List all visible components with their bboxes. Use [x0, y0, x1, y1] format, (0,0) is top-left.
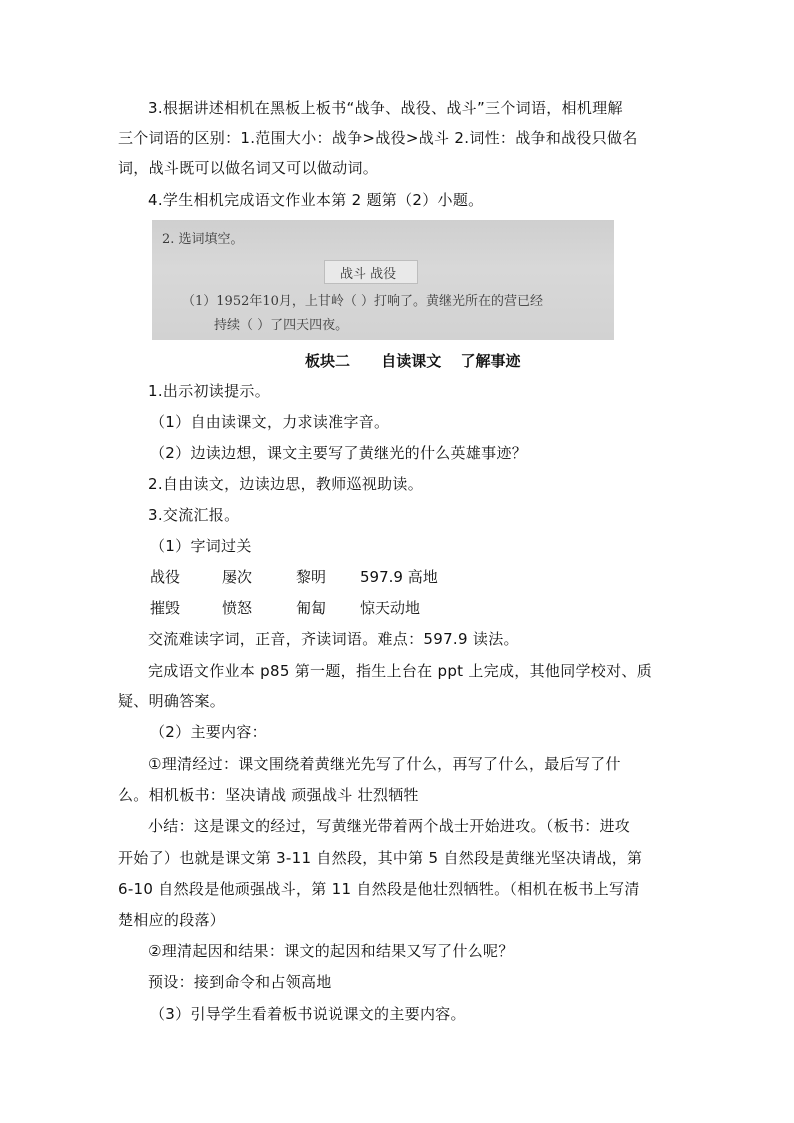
section-heading — [305, 350, 521, 372]
workbook-photo — [152, 220, 614, 340]
vocab-word: 愤怒 — [222, 599, 253, 617]
step-line: 1.出示初读提示。 — [148, 382, 271, 400]
paragraph-line: 小结：这是课文的经过，写黄继光带着两个战士开始进攻。（板书：进攻 — [148, 817, 631, 835]
step-line: 2.自由读文，边读边思，教师巡视助读。 — [148, 475, 424, 493]
vocab-word: 黎明 — [296, 568, 327, 586]
vocab-word: 屡次 — [222, 568, 253, 586]
step-line: （2）边读边想，课文主要写了黄继光的什么英雄事迹？ — [150, 444, 528, 462]
photo-title: 2. 选词填空。 — [162, 232, 244, 247]
paragraph-line: 开始了）也就是课文第 3-11 自然段，其中第 5 自然段是黄继光坚决请战，第 — [118, 849, 643, 867]
photo-question-line: （1）1952年10月，上甘岭（ ）打响了。黄继光所在的营已经 — [182, 294, 544, 309]
paragraph-line: 交流难读字词，正音，齐读词语。难点：597.9 读法。 — [148, 630, 519, 648]
paragraph-line: 6-10 自然段是他顽强战斗，第 11 自然段是他壮烈牺牲。（相机在板书上写清 — [118, 880, 640, 898]
paragraph-line: 楚相应的段落） — [118, 911, 226, 929]
paragraph-line: ①理清经过：课文围绕着黄继光先写了什么，再写了什么，最后写了什 — [148, 755, 621, 773]
vocab-word: 摧毁 — [150, 599, 181, 617]
section-title: 自读课文 — [381, 352, 442, 370]
paragraph-line: （3）引导学生看着板书说说课文的主要内容。 — [150, 1005, 466, 1023]
paragraph-line: 疑、明确答案。 — [118, 692, 226, 710]
section-title: 了解事迹 — [460, 352, 521, 370]
paragraph-line: 4.学生相机完成语文作业本第 2 题第（2）小题。 — [148, 191, 484, 209]
vocab-word: 战役 — [150, 568, 181, 586]
paragraph-line: 3.根据讲述相机在黑板上板书“战争、战役、战斗”三个词语，相机理解 — [148, 99, 623, 117]
paragraph-line: （2）主要内容： — [150, 723, 267, 741]
paragraph-line: 预设：接到命令和占领高地 — [148, 973, 332, 991]
photo-options: 战斗 战役 — [340, 267, 397, 282]
paragraph-line: ②理清起因和结果：课文的起因和结果又写了什么呢？ — [148, 942, 514, 960]
step-line: 3.交流汇报。 — [148, 506, 240, 524]
paragraph-line: 词，战斗既可以做名词又可以做动词。 — [118, 159, 379, 177]
paragraph-line: 完成语文作业本 p85 第一题，指生上台在 ppt 上完成，其他同学校对、质 — [148, 662, 653, 680]
vocab-word: 匍匐 — [296, 599, 327, 617]
vocab-word: 597.9 高地 — [360, 568, 438, 586]
paragraph-line: 么。相机板书：坚决请战 顽强战斗 壮烈牺牲 — [118, 786, 419, 804]
step-line: （1）字词过关 — [150, 537, 252, 555]
step-line: （1）自由读课文，力求读准字音。 — [150, 413, 390, 431]
section-part: 板块二 — [305, 352, 351, 370]
vocab-word: 惊天动地 — [360, 599, 421, 617]
photo-question-line: 持续（ ）了四天四夜。 — [214, 318, 349, 333]
paragraph-line: 三个词语的区别：1.范围大小：战争>战役>战斗 2.词性：战争和战役只做名 — [118, 129, 638, 147]
